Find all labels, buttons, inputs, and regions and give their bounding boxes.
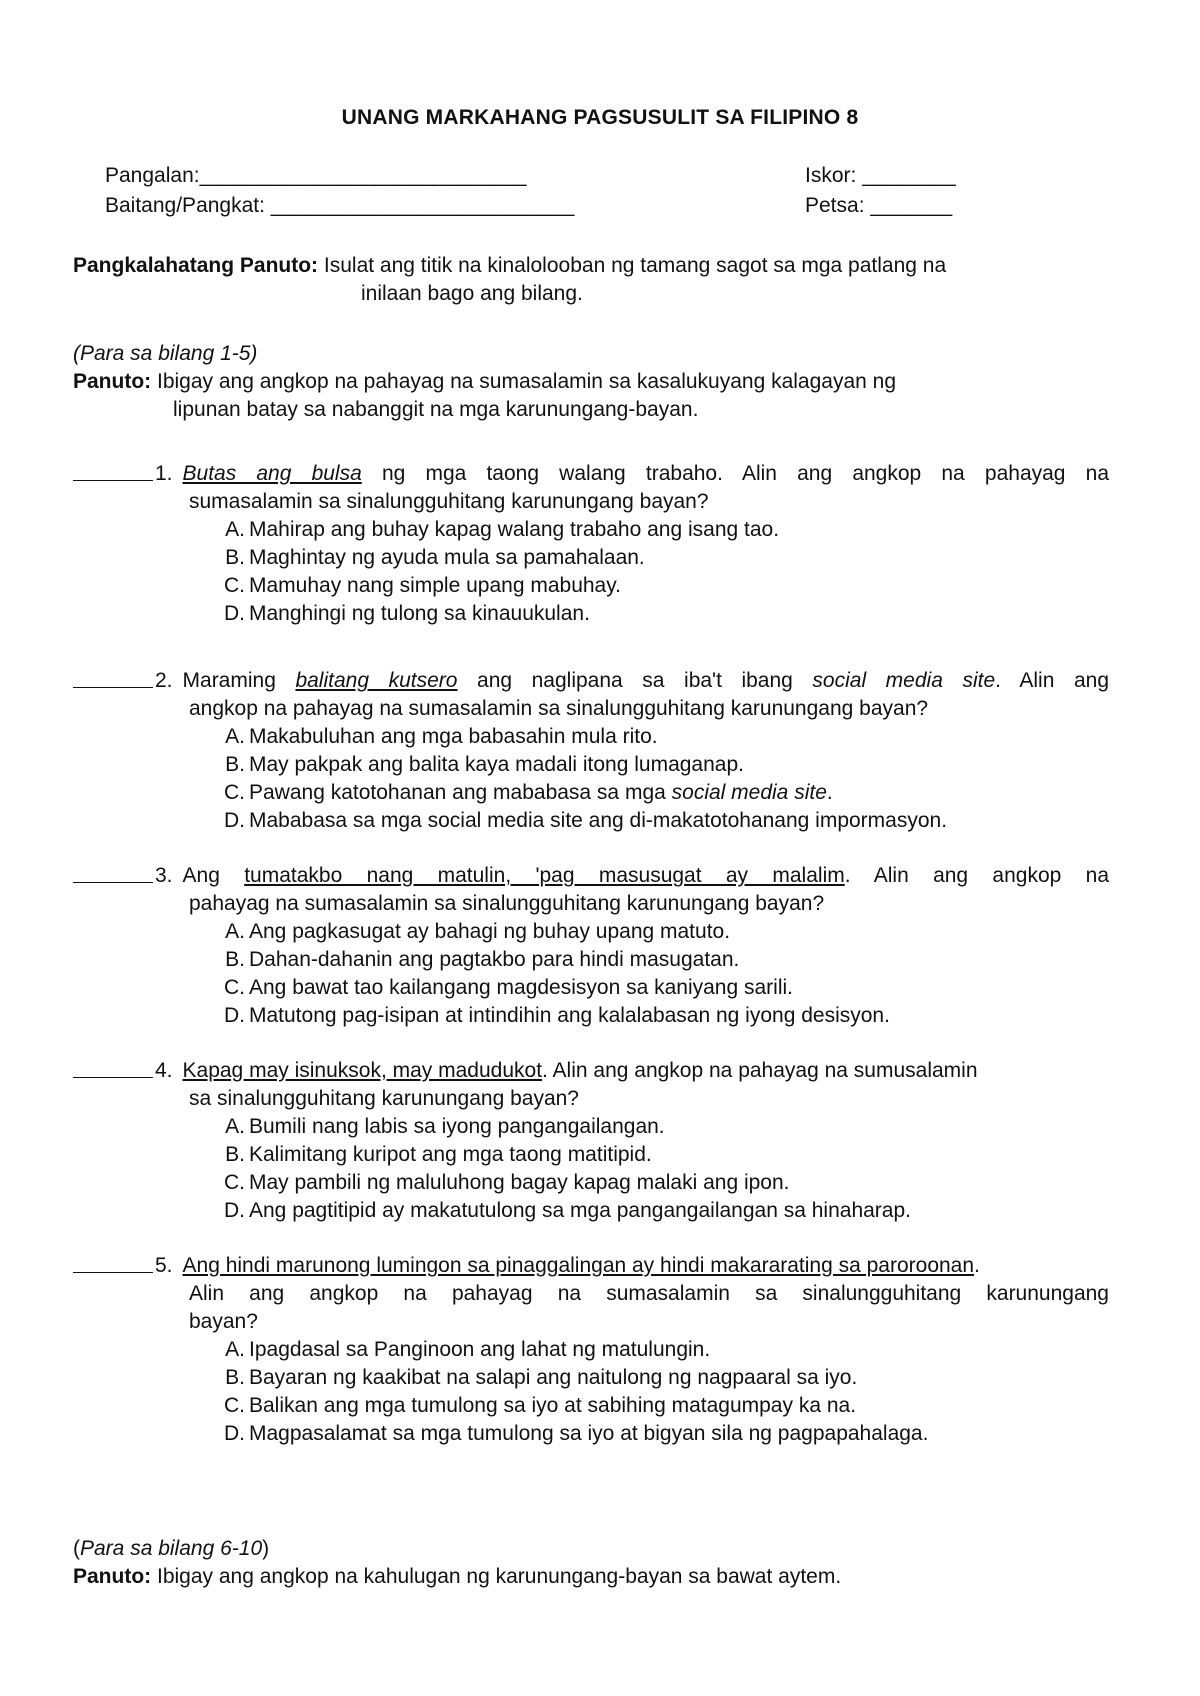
option-letter: D. [224,602,245,625]
option-b[interactable] [217,544,1109,572]
section1-directions [73,368,1123,421]
date-label: Petsa: [805,194,865,217]
option-text: May pakpak ang balita kaya madali itong lumaganap. [249,753,744,776]
stem-text: Ang [182,864,245,887]
option-text: May pambili ng maluluhong bagay kapag malaki ang ipon. [249,1171,790,1194]
option-text: Mamuhay nang simple upang mabuhay. [249,574,622,597]
option-letter: A. [225,920,245,943]
option-letter: D. [224,1004,245,1027]
option-c[interactable] [217,572,1109,600]
stem-text: . Alin ang angkop na [844,864,1110,887]
answer-blank[interactable] [73,1057,153,1078]
question-stem-line2: pahayag na sumasalamin sa sinalungguhitang karunungang bayan? [189,892,825,915]
option-text: Balikan ang mga tumulong sa iyo at sabihing matagumpay ka na. [249,1394,857,1417]
option-letter: A. [225,518,245,541]
options-list [73,1113,1109,1225]
grade-line: __________________________ [270,194,575,217]
option-text: Bumili nang labis sa iyong pangangailangan. [249,1115,665,1138]
option-letter: C. [224,781,245,804]
section2-dir-label: Panuto: [73,1565,152,1588]
option-letter: A. [225,725,245,748]
option-c[interactable] [217,1392,1109,1420]
score-label: Iskor: [805,164,857,187]
options-list [73,723,1109,835]
option-d[interactable] [217,807,1109,835]
option-d[interactable] [217,1420,1109,1448]
answer-blank[interactable] [73,1252,153,1273]
option-italic-text: social media site [671,781,827,804]
option-letter: B. [225,546,245,569]
answer-blank[interactable] [73,862,153,883]
range-paren: ) [262,1537,270,1560]
option-letter: C. [224,574,245,597]
score-line: ________ [862,164,956,187]
date-line: _______ [870,194,953,217]
stem-text: . Alin ang [995,669,1109,692]
question-1 [73,460,1109,628]
option-letter: D. [224,809,245,832]
option-a[interactable] [217,516,1109,544]
question-stem-line2: angkop na pahayag na sumasalamin sa sinalungguhitang karunungang bayan? [189,697,929,720]
option-letter: B. [225,948,245,971]
question-5 [73,1252,1109,1448]
highlighted-proverb: balitang kutsero [295,669,458,692]
question-stem-line1 [183,1057,978,1085]
name-field [105,162,527,190]
question-number: 5. [155,1254,173,1277]
range-paren: ( [73,1537,80,1560]
option-d[interactable] [217,1002,1109,1030]
option-letter: C. [224,1171,245,1194]
option-text: Makabuluhan ang mga babasahin mula rito. [249,725,658,748]
option-letter: A. [225,1115,245,1138]
option-letter: C. [224,976,245,999]
name-label: Pangalan: [105,164,200,187]
highlighted-proverb: Ang hindi marunong lumingon sa pinaggalingan ay hindi makararating sa paroroonan [182,1254,975,1277]
section2-dir-line1: Ibigay ang angkop na kahulugan ng karunungang-bayan sa bawat aytem. [157,1565,842,1588]
general-instruction-line1: Isulat ang titik na kinalolooban ng tamang sagot sa mga patlang na [323,254,947,277]
question-number: 4. [155,1059,173,1082]
highlighted-proverb: tumatakbo nang matulin, 'pag masusugat ay malalim [244,864,845,887]
option-text: Ang bawat tao kailangang magdesisyon sa kaniyang sarili. [249,976,794,999]
section1-dir-line1: Ibigay ang angkop na pahayag na sumasalamin sa kasalukuyang kalagayan ng [157,370,897,393]
question-stem-line1 [183,1252,980,1280]
question-stem-line3: bayan? [189,1310,258,1333]
option-letter: B. [225,1366,245,1389]
date-field [805,192,952,220]
option-b[interactable] [217,1364,1109,1392]
option-c[interactable] [217,779,1109,807]
option-a[interactable] [217,723,1109,751]
option-letter: B. [225,753,245,776]
option-text: Pawang katotohanan ang mababasa sa mga [249,781,672,804]
option-text: Ipagdasal sa Panginoon ang lahat ng matulungin. [249,1338,711,1361]
option-b[interactable] [217,751,1109,779]
score-field [805,162,956,190]
general-instruction-label: Pangkalahatang Panuto: [73,254,319,277]
question-stem-line1 [183,460,1109,488]
highlighted-proverb: Kapag may isinuksok, may madudukot [182,1059,543,1082]
stem-text: . Alin ang angkop na pahayag na sumusalamin [542,1059,978,1082]
options-list [73,1336,1109,1448]
range-text: Para sa bilang 6-10 [80,1537,263,1560]
option-letter: A. [225,1338,245,1361]
answer-blank[interactable] [73,460,153,481]
grade-section-field [105,192,574,220]
option-c[interactable] [217,1169,1109,1197]
option-b[interactable] [217,1141,1109,1169]
option-a[interactable] [217,1113,1109,1141]
question-2 [73,667,1109,835]
question-stem-line2: sumasalamin sa sinalungguhitang karunungang bayan? [189,490,709,513]
question-number: 2. [155,669,173,692]
options-list [73,918,1109,1030]
section2-directions [73,1563,1123,1591]
question-4 [73,1057,1109,1225]
option-text: Mahirap ang buhay kapag walang trabaho ang isang tao. [249,518,780,541]
option-d[interactable] [217,1197,1109,1225]
section1-dir-label: Panuto: [73,370,152,393]
option-text: Maghintay ng ayuda mula sa pamahalaan. [249,546,645,569]
option-text: Matutong pag-isipan at intindihin ang kalalabasan ng iyong desisyon. [249,1004,890,1027]
option-text: Magpasalamat sa mga tumulong sa iyo at bigyan sila ng pagpapahalaga. [249,1422,929,1445]
general-instruction [73,252,1123,305]
question-stem-line1 [183,667,1109,695]
section1-range: (Para sa bilang 1-5) [73,342,258,365]
option-text: Dahan-dahanin ang pagtakbo para hindi masugatan. [249,948,740,971]
section2-range [73,1535,269,1563]
stem-italic-text: social media site [812,669,996,692]
highlighted-proverb: Butas ang bulsa [182,462,362,485]
grade-label: Baitang/Pangkat: [105,194,265,217]
options-list [73,516,1109,628]
option-text: Ang pagtitipid ay makatutulong sa mga pangangailangan sa hinaharap. [249,1199,911,1222]
answer-blank[interactable] [73,667,153,688]
question-number: 3. [155,864,173,887]
stem-text: Maraming [182,669,296,692]
option-d[interactable] [217,600,1109,628]
stem-text: ng mga taong walang trabaho. Alin ang angkop na pahayag na [361,462,1109,485]
question-number: 1. [155,462,173,485]
option-letter: D. [224,1422,245,1445]
name-line: ____________________________ [199,164,527,187]
option-b[interactable] [217,946,1109,974]
option-letter: C. [224,1394,245,1417]
question-stem-line2: sa sinalungguhitang karunungang bayan? [189,1087,579,1110]
option-letter: D. [224,1199,245,1222]
option-a[interactable] [217,918,1109,946]
question-3 [73,862,1109,1030]
option-a[interactable] [217,1336,1109,1364]
general-instruction-line2: inilaan bago ang bilang. [361,282,583,305]
option-text: Bayaran ng kaakibat na salapi ang naitulong ng nagpaaral sa iyo. [249,1366,858,1389]
exam-title: UNANG MARKAHANG PAGSUSULIT SA FILIPINO 8 [341,106,859,129]
question-stem-line2: Alin ang angkop na pahayag na sumasalamin sa sinalungguhitang karunungang [189,1282,1109,1305]
option-text: Kalimitang kuripot ang mga taong matitipid. [249,1143,652,1166]
option-text: Ang pagkasugat ay bahagi ng buhay upang matuto. [249,920,731,943]
option-letter: B. [225,1143,245,1166]
stem-text: ang naglipana sa iba't ibang [457,669,813,692]
option-c[interactable] [217,974,1109,1002]
option-text-end: . [826,781,833,804]
stem-text: . [974,1254,980,1277]
option-text: Manghingi ng tulong sa kinauukulan. [249,602,590,625]
question-stem-line1 [183,862,1109,890]
section1-dir-line2: lipunan batay sa nabanggit na mga karunungang-bayan. [173,398,699,421]
option-text: Mababasa sa mga social media site ang di-makatotohanang impormasyon. [249,809,948,832]
